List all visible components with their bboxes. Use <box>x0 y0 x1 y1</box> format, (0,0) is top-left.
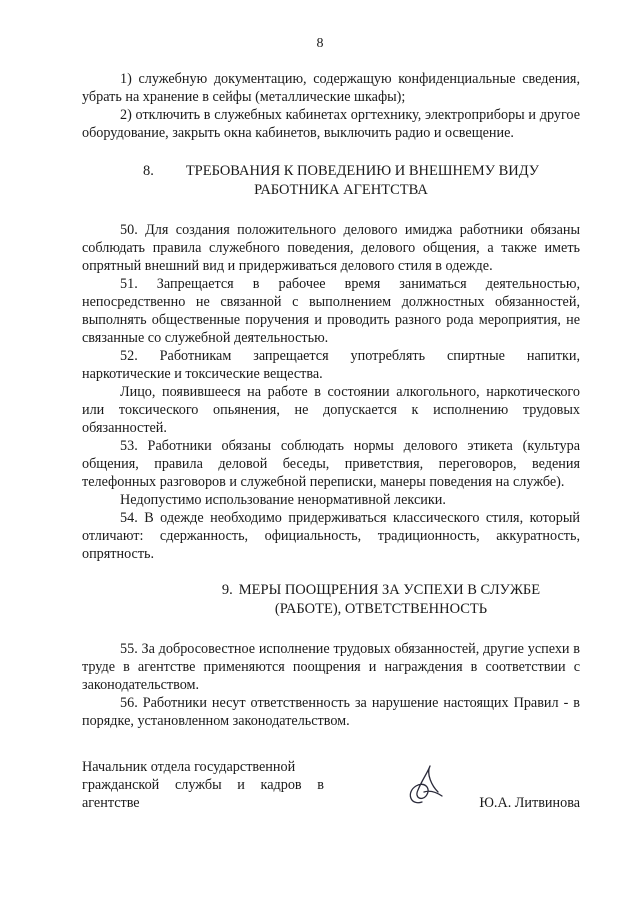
section-8-title-line1: ТРЕБОВАНИЯ К ПОВЕДЕНИЮ И ВНЕШНЕМУ ВИДУ <box>185 163 540 179</box>
section-9-heading <box>82 581 580 619</box>
signature-block <box>82 758 580 818</box>
section-8-title-line2: РАБОТНИКА АГЕНТСТВА <box>254 182 428 198</box>
signatory-title-line: Начальник отдела государственной <box>82 759 296 775</box>
signatory-title <box>82 758 324 812</box>
signatory-name: Ю.А. Литвинова <box>479 795 580 811</box>
signatory-title-line: гражданской службы и кадров в <box>82 777 324 793</box>
paragraph-52: 52. Работникам запрещается употреблять спиртные напитки, наркотические и токсические вещества. <box>82 348 580 382</box>
section-8-number: 8. <box>142 163 154 179</box>
section-9-title-line2: (РАБОТЕ), ОТВЕТСТВЕННОСТЬ <box>274 601 488 617</box>
section-9-number: 9. <box>221 582 233 598</box>
paragraph-52-cont: Лицо, появившееся на работе в состоянии алкогольного, наркотического или токсического опьянения, не допускается к исполнению трудовых обязанностей. <box>82 384 580 436</box>
paragraph-53: 53. Работники обязаны соблюдать нормы делового этикета (культура общения, правила деловой беседы, приветствия, переговоров, ведения телефонных разговоров и служебной переписки, манеры поведения на службе). <box>82 438 580 490</box>
list-item: 2) отключить в служебных кабинетах оргтехнику, электроприборы и другое оборудование, закрыть окна кабинетов, выключить радио и освещение. <box>82 107 580 141</box>
document-body <box>82 70 580 730</box>
paragraph-54: 54. В одежде необходимо придерживаться классического стиля, который отличают: сдержанность, официальность, традиционность, аккуратность, опрятность. <box>82 510 580 562</box>
list-item: 1) служебную документацию, содержащую конфиденциальные сведения, убрать на хранение в сейфы (металлические шкафы); <box>82 71 580 105</box>
section-8-heading <box>82 162 580 200</box>
paragraph-56: 56. Работники несут ответственность за нарушение настоящих Правил - в порядке, установленном законодательством. <box>82 695 580 729</box>
paragraph-51: 51. Запрещается в рабочее время заниматься деятельностью, непосредственно не связанной с выполнением должностных обязанностей, выполнять общественные поручения и проводить разного рода мероприятия, не связанные со служебной деятельностью. <box>82 276 580 346</box>
handwritten-signature <box>402 762 446 808</box>
paragraph-55: 55. За добросовестное исполнение трудовых обязанностей, другие успехи в труде в агентстве применяются поощрения и награждения в соответствии с законодательством. <box>82 641 580 693</box>
signatory-title-line: агентстве <box>82 795 140 811</box>
page-number: 8 <box>316 36 324 51</box>
paragraph-53-cont: Недопустимо использование ненормативной лексики. <box>120 492 446 508</box>
section-9-title-line1: МЕРЫ ПООЩРЕНИЯ ЗА УСПЕХИ В СЛУЖБЕ <box>238 582 541 598</box>
paragraph-50: 50. Для создания положительного делового имиджа работники обязаны соблюдать правила служебного поведения, делового общения, а также иметь опрятный внешний вид и придерживаться делового стиля в одежде. <box>82 222 580 274</box>
